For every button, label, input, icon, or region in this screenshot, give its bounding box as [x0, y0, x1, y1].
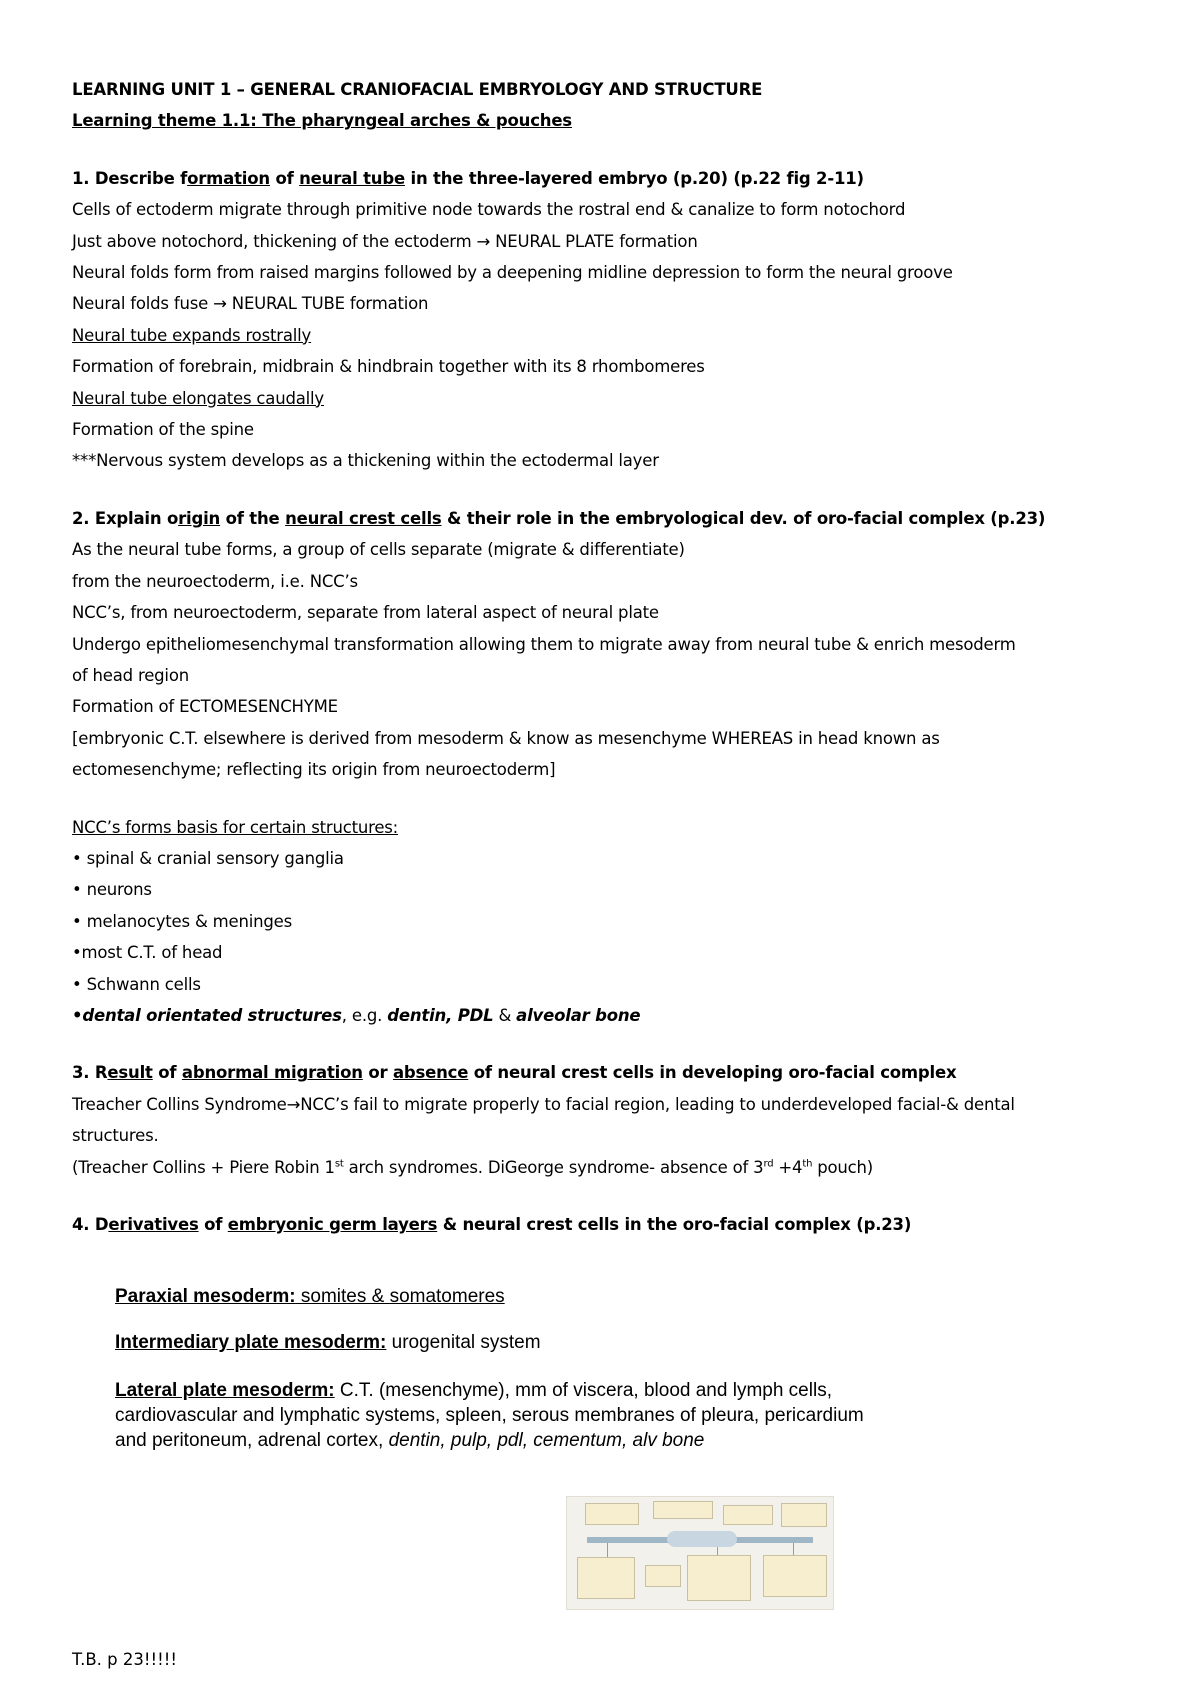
q2-line: Formation of ECTOMESENCHYME [72, 697, 338, 717]
q1-line: Formation of the spine [72, 420, 254, 440]
paraxial-mesoderm-entry: Paraxial mesoderm: somites & somatomeres [115, 1286, 505, 1307]
intermediary-mesoderm-entry: Intermediary plate mesoderm: urogenital system [115, 1332, 541, 1353]
q1-note: ***Nervous system develops as a thickening within the ectodermal layer [72, 451, 659, 471]
document-body [72, 74, 1152, 1240]
q1-line: Neural folds form from raised margins followed by a deepening midline depression to form the neural groove [72, 263, 953, 283]
q1-line: Cells of ectoderm migrate through primitive node towards the rostral end & canalize to form notochord [72, 200, 906, 220]
list-item: • spinal & cranial sensory ganglia [72, 848, 344, 868]
q1-subheading: Neural tube expands rostrally [72, 325, 312, 345]
list-item: • melanocytes & meninges [72, 911, 293, 931]
list-item: • Schwann cells [72, 974, 201, 994]
diagram-connector [793, 1543, 794, 1555]
q1-line: Just above notochord, thickening of the ectoderm → NEURAL PLATE formation [72, 231, 698, 251]
q2-line: from the neuroectoderm, i.e. NCC’s [72, 571, 358, 591]
lateral-mesoderm-entry: Lateral plate mesoderm: C.T. (mesenchyme), mm of viscera, blood and lymph cells, cardiovascular and lymphatic systems, spleen, serous membranes of pleura, pericardium and peritoneum, adrenal cortex, dentin, pulp, pdl, cementum, alv bone [115, 1380, 864, 1451]
ncc-structures-list [72, 843, 1152, 1031]
question-2-heading: 2. Explain origin of the neural crest cells & their role in the embryological dev. of oro-facial complex (p.23) [72, 508, 1046, 528]
list-item: •dental orientated structures, e.g. dentin, PDL & alveolar bone [72, 1005, 641, 1025]
question-4-heading: 4. Derivatives of embryonic germ layers & neural crest cells in the oro-facial complex (p.23) [72, 1215, 912, 1234]
list-item: • neurons [72, 880, 152, 900]
unit-title: LEARNING UNIT 1 – GENERAL CRANIOFACIAL EMBRYOLOGY AND STRUCTURE [72, 80, 763, 99]
diagram-connector [717, 1547, 718, 1555]
q1-line: Neural folds fuse → NEURAL TUBE formation [72, 294, 429, 314]
theme-heading: Learning theme 1.1: The pharyngeal arches & pouches [72, 111, 572, 131]
diagram-box [585, 1503, 639, 1525]
diagram-box [653, 1501, 713, 1519]
q2-line: of head region [72, 665, 189, 685]
diagram-connector [607, 1543, 608, 1557]
diagram-box [763, 1555, 827, 1597]
ncc-list-title: NCC’s forms basis for certain structures: [72, 817, 399, 837]
q2-line: ectomesenchyme; reflecting its origin from neuroectoderm] [72, 760, 556, 780]
q3-line: structures. [72, 1126, 159, 1146]
diagram-box [781, 1503, 827, 1527]
embryology-diagram-figure [566, 1496, 834, 1610]
diagram-box [723, 1505, 773, 1525]
question-1-heading: 1. Describe formation of neural tube in the three-layered embryo (p.20) (p.22 fig 2-11) [72, 168, 864, 188]
q3-line: (Treacher Collins + Piere Robin 1st arch syndromes. DiGeorge syndrome- absence of 3rd +4th pouch) [72, 1157, 874, 1177]
q2-line: [embryonic C.T. elsewhere is derived from mesoderm & know as mesenchyme WHEREAS in head known as [72, 728, 940, 748]
q1-subheading: Neural tube elongates caudally [72, 388, 324, 408]
q2-line: Undergo epitheliomesenchymal transformation allowing them to migrate away from neural tube & enrich mesoderm [72, 634, 1016, 654]
q2-line: NCC’s, from neuroectoderm, separate from lateral aspect of neural plate [72, 603, 659, 623]
q1-line: Formation of forebrain, midbrain & hindbrain together with its 8 rhombomeres [72, 357, 705, 377]
q3-line: Treacher Collins Syndrome→NCC’s fail to migrate properly to facial region, leading to underdeveloped facial-& dental [72, 1094, 1015, 1114]
diagram-box [687, 1555, 751, 1601]
list-item: •most C.T. of head [72, 943, 223, 963]
question-3-heading: 3. Result of abnormal migration or absence of neural crest cells in developing oro-facial complex [72, 1063, 957, 1083]
q2-line: As the neural tube forms, a group of cells separate (migrate & differentiate) [72, 540, 685, 560]
diagram-box [645, 1565, 681, 1587]
diagram-box [577, 1557, 635, 1599]
diagram-ellipse [667, 1531, 737, 1547]
footer-note: T.B. p 23!!!!! [72, 1650, 177, 1669]
